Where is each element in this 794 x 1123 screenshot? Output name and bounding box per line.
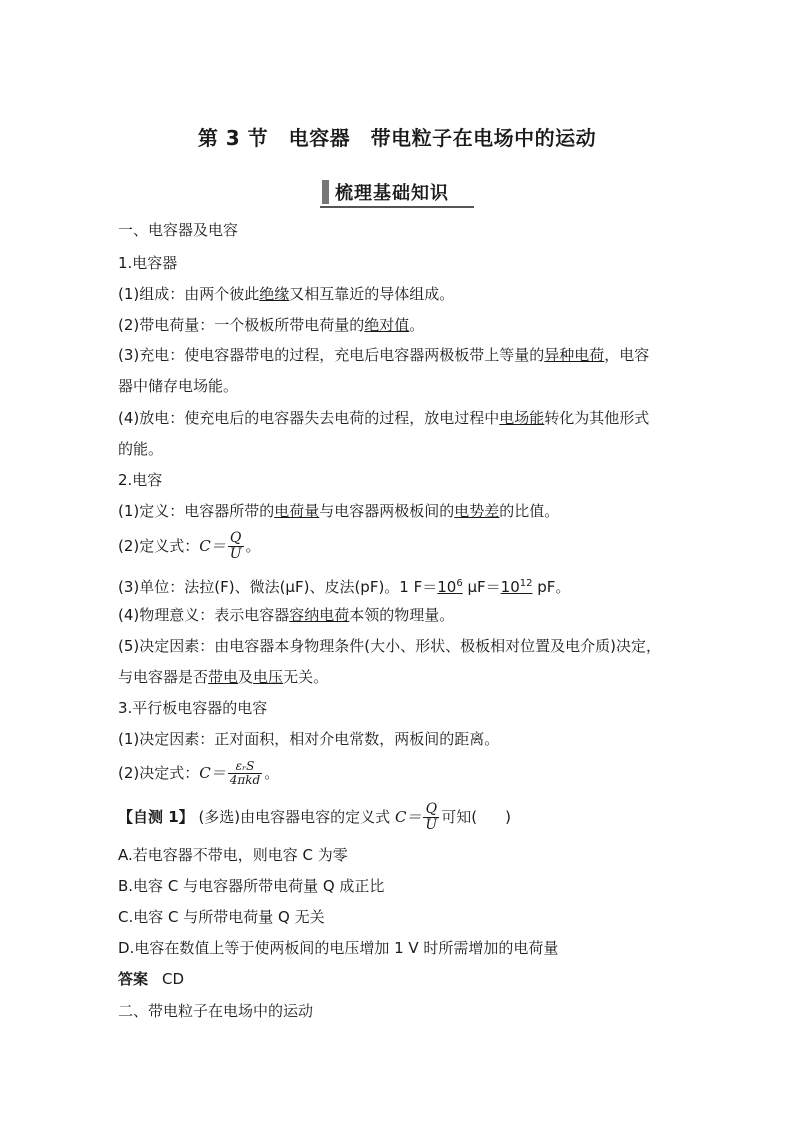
item-charging-cont: 器中储存电场能。 [118, 377, 239, 395]
section-banner [320, 178, 474, 208]
item-charge-amount: (2)带电荷量：一个极板所带电荷量的绝对值。 [118, 316, 425, 334]
page-title: 第 3 节 电容器 带电粒子在电场中的运动 [197, 126, 597, 150]
item-definition-formula: (2)定义式：C＝ $\frac{Q}{U}$ 。 [118, 530, 261, 562]
quiz-question: 【自测 1】 (多选)由电容器电容的定义式 C＝ $\frac{Q}{U}$ 可知( ) [118, 801, 511, 833]
quiz-option-d: D.电容在数值上等于使两板间的电压增加 1 V 时所需增加的电荷量 [118, 939, 559, 957]
banner-bar [322, 180, 329, 204]
item-determining-factors: (5)决定因素：由电容器本身物理条件(大小、形状、极板相对位置及电介质)决定， [118, 637, 661, 655]
quiz-option-c: C.电容 C 与所带电荷量 Q 无关 [118, 908, 325, 926]
banner-text: 梳理基础知识 [335, 183, 449, 204]
quiz-label: 【自测 1】 [118, 808, 194, 826]
item-composition: (1)组成：由两个彼此绝缘又相互靠近的导体组成。 [118, 285, 455, 303]
subheading-parallel-plate: 3.平行板电容器的电容 [118, 699, 268, 717]
subheading-capacitor: 1.电容器 [118, 254, 178, 272]
item-pp-formula: (2)决定式：C＝ $\frac{\text{εᵣS}}{\text{4πkd}}$ 。 [118, 759, 280, 787]
subheading-capacitance: 2.电容 [118, 471, 163, 489]
quiz-option-a: A.若电容器不带电，则电容 C 为零 [118, 846, 348, 864]
quiz-option-b: B.电容 C 与电容器所带电荷量 Q 成正比 [118, 877, 385, 895]
heading-charged-particle-motion: 二、带电粒子在电场中的运动 [118, 1002, 314, 1020]
answer-label: 答案 [118, 970, 149, 988]
item-discharging: (4)放电：使充电后的电容器失去电荷的过程，放电过程中电场能转化为其他形式 [118, 409, 650, 427]
item-definition: (1)定义：电容器所带的电荷量与电容器两极板间的电势差的比值。 [118, 502, 560, 520]
item-pp-factors: (1)决定因素：正对面积，相对介电常数，两板间的距离。 [118, 730, 500, 748]
item-determining-factors-cont: 与电容器是否带电及电压无关。 [118, 668, 329, 686]
quiz-answer [118, 969, 688, 989]
item-units: (3)单位：法拉(F)、微法(μF)、皮法(pF)。1 $F=10^6$ $\mu F=10^{12}$ pF。 [118, 578, 571, 596]
item-physical-meaning: (4)物理意义：表示电容器容纳电荷本领的物理量。 [118, 606, 455, 624]
answer-value: CD [162, 970, 185, 988]
item-discharging-cont: 的能。 [118, 440, 164, 458]
fraction-q-over-u: $\frac{Q}{U}$ [229, 530, 242, 562]
fraction-q-over-u-quiz: $\frac{Q}{U}$ [425, 801, 438, 833]
item-charging: (3)充电：使电容器带电的过程，充电后电容器两极板带上等量的异种电荷，电容 [118, 346, 650, 364]
heading-capacitor-and-capacitance: 一、电容器及电容 [118, 221, 239, 239]
fraction-eps-s-over-4pikd: $\frac{\text{εᵣS}}{\text{4πkd}}$ [229, 759, 261, 787]
